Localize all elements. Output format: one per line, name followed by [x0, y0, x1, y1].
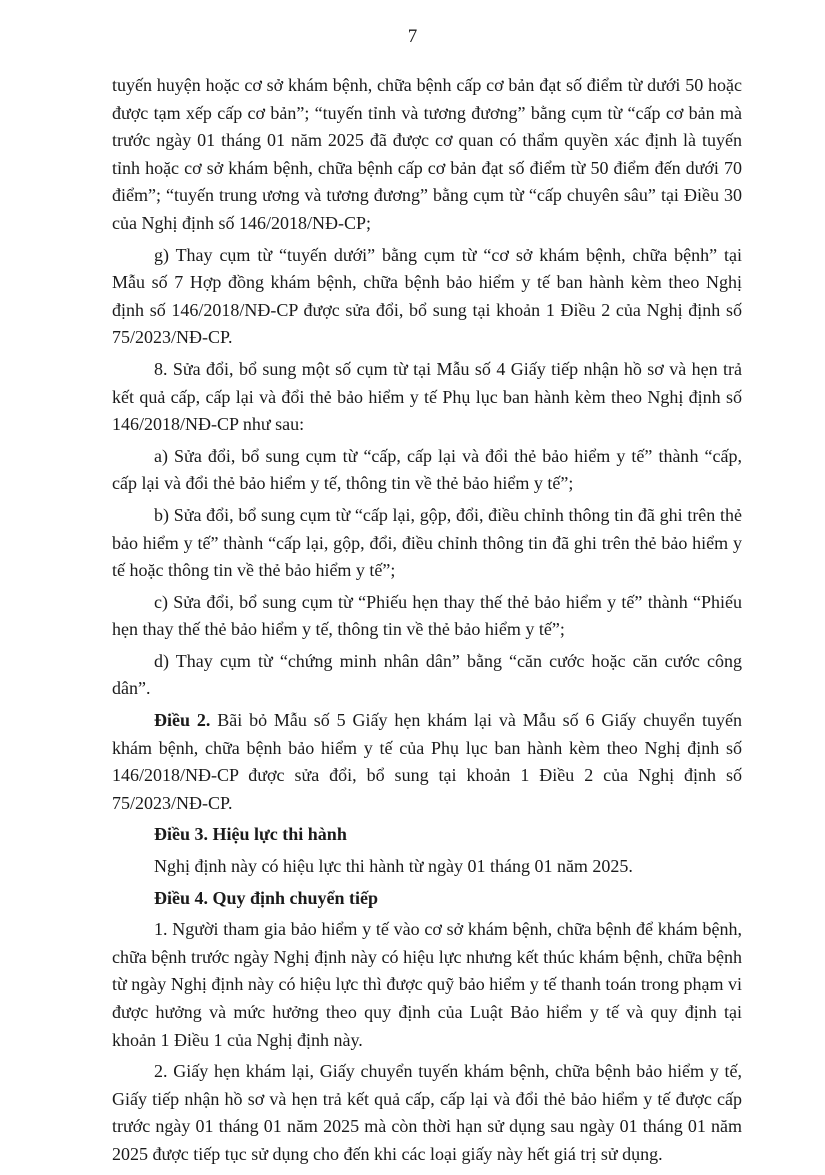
- article-2: [112, 707, 742, 817]
- paragraph-continuation: tuyến huyện hoặc cơ sở khám bệnh, chữa bệnh cấp cơ bản đạt số điểm từ dưới 50 hoặc được tạm xếp cấp cơ bản”; “tuyến tỉnh và tương đương” bằng cụm từ “cấp cơ bản mà trước ngày 01 tháng 01 năm 2025 đã được cơ quan có thẩm quyền xác định là tuyến tỉnh hoặc cơ sở khám bệnh, chữa bệnh cấp cơ bản đạt số điểm từ 50 điểm đến dưới 70 điểm”; “tuyến trung ương và tương đương” bằng cụm từ “cấp chuyên sâu” tại Điều 30 của Nghị định số 146/2018/NĐ-CP;: [112, 75, 742, 233]
- article-2-text: Bãi bỏ Mẫu số 5 Giấy hẹn khám lại và Mẫu số 6 Giấy chuyển tuyến khám bệnh, chữa bệnh bảo hiểm y tế của Phụ lục ban hành kèm theo Nghị định số 146/2018/NĐ-CP được sửa đổi, bổ sung tại khoản 1 Điều 2 của Nghị định số 75/2023/NĐ-CP.: [112, 710, 742, 813]
- paragraph-item-b: b) Sửa đổi, bổ sung cụm từ “cấp lại, gộp, đổi, điều chỉnh thông tin đã ghi trên thẻ bảo hiểm y tế” thành “cấp lại, gộp, đổi, điều chỉnh thông tin đã ghi trên thẻ bảo hiểm y tế hoặc thông tin về thẻ bảo hiểm y tế”;: [112, 504, 742, 581]
- paragraph-item-d: d) Thay cụm từ “chứng minh nhân dân” bằng “căn cước hoặc căn cước công dân”.: [112, 650, 742, 699]
- article-4-heading: Điều 4. Quy định chuyển tiếp: [154, 887, 379, 908]
- document-body: [112, 72, 742, 1173]
- page-number: 7: [407, 26, 418, 47]
- paragraph-clause-8: 8. Sửa đổi, bổ sung một số cụm từ tại Mẫu số 4 Giấy tiếp nhận hồ sơ và hẹn trả kết quả cấp, cấp lại và đổi thẻ bảo hiểm y tế Phụ lục ban hành kèm theo Nghị định số 146/2018/NĐ-CP như sau:: [112, 358, 742, 435]
- paragraph-item-a: a) Sửa đổi, bổ sung cụm từ “cấp, cấp lại và đổi thẻ bảo hiểm y tế” thành “cấp, cấp lại và đổi thẻ bảo hiểm y tế, thông tin về thẻ bảo hiểm y tế”;: [112, 445, 742, 494]
- paragraph-item-c: c) Sửa đổi, bổ sung cụm từ “Phiếu hẹn thay thế thẻ bảo hiểm y tế” thành “Phiếu hẹn thay thế thẻ bảo hiểm y tế, thông tin về thẻ bảo hiểm y tế”;: [112, 591, 742, 640]
- article-4-clause-2: 2. Giấy hẹn khám lại, Giấy chuyển tuyến khám bệnh, chữa bệnh bảo hiểm y tế, Giấy tiếp nhận hồ sơ và hẹn trả kết quả cấp, cấp lại và đổi thẻ bảo hiểm y tế được cấp trước ngày 01 tháng 01 năm 2025 mà còn thời hạn sử dụng sau ngày 01 tháng 01 năm 2025 được tiếp tục sử dụng cho đến khi các loại giấy này hết giá trị sử dụng.: [112, 1061, 742, 1164]
- article-3-text: Nghị định này có hiệu lực thi hành từ ngày 01 tháng 01 năm 2025.: [154, 856, 633, 877]
- paragraph-item-g: g) Thay cụm từ “tuyến dưới” bằng cụm từ “cơ sở khám bệnh, chữa bệnh” tại Mẫu số 7 Hợp đồng khám bệnh, chữa bệnh bảo hiểm y tế ban hành kèm theo Nghị định số 146/2018/NĐ-CP được sửa đổi, bổ sung tại khoản 1 Điều 2 của Nghị định số 75/2023/NĐ-CP.: [112, 244, 742, 348]
- article-3-heading: Điều 3. Hiệu lực thi hành: [154, 824, 347, 845]
- article-4-clause-1: 1. Người tham gia bảo hiểm y tế vào cơ sở khám bệnh, chữa bệnh để khám bệnh, chữa bệnh trước ngày Nghị định này có hiệu lực nhưng kết thúc khám bệnh, chữa bệnh từ ngày Nghị định này có hiệu lực thì được quỹ bảo hiểm y tế thanh toán trong phạm vi được hưởng và mức hưởng theo quy định của Luật Bảo hiểm y tế và quy định tại khoản 1 Điều 1 của Nghị định này.: [112, 919, 742, 1050]
- article-2-label: Điều 2.: [154, 710, 211, 731]
